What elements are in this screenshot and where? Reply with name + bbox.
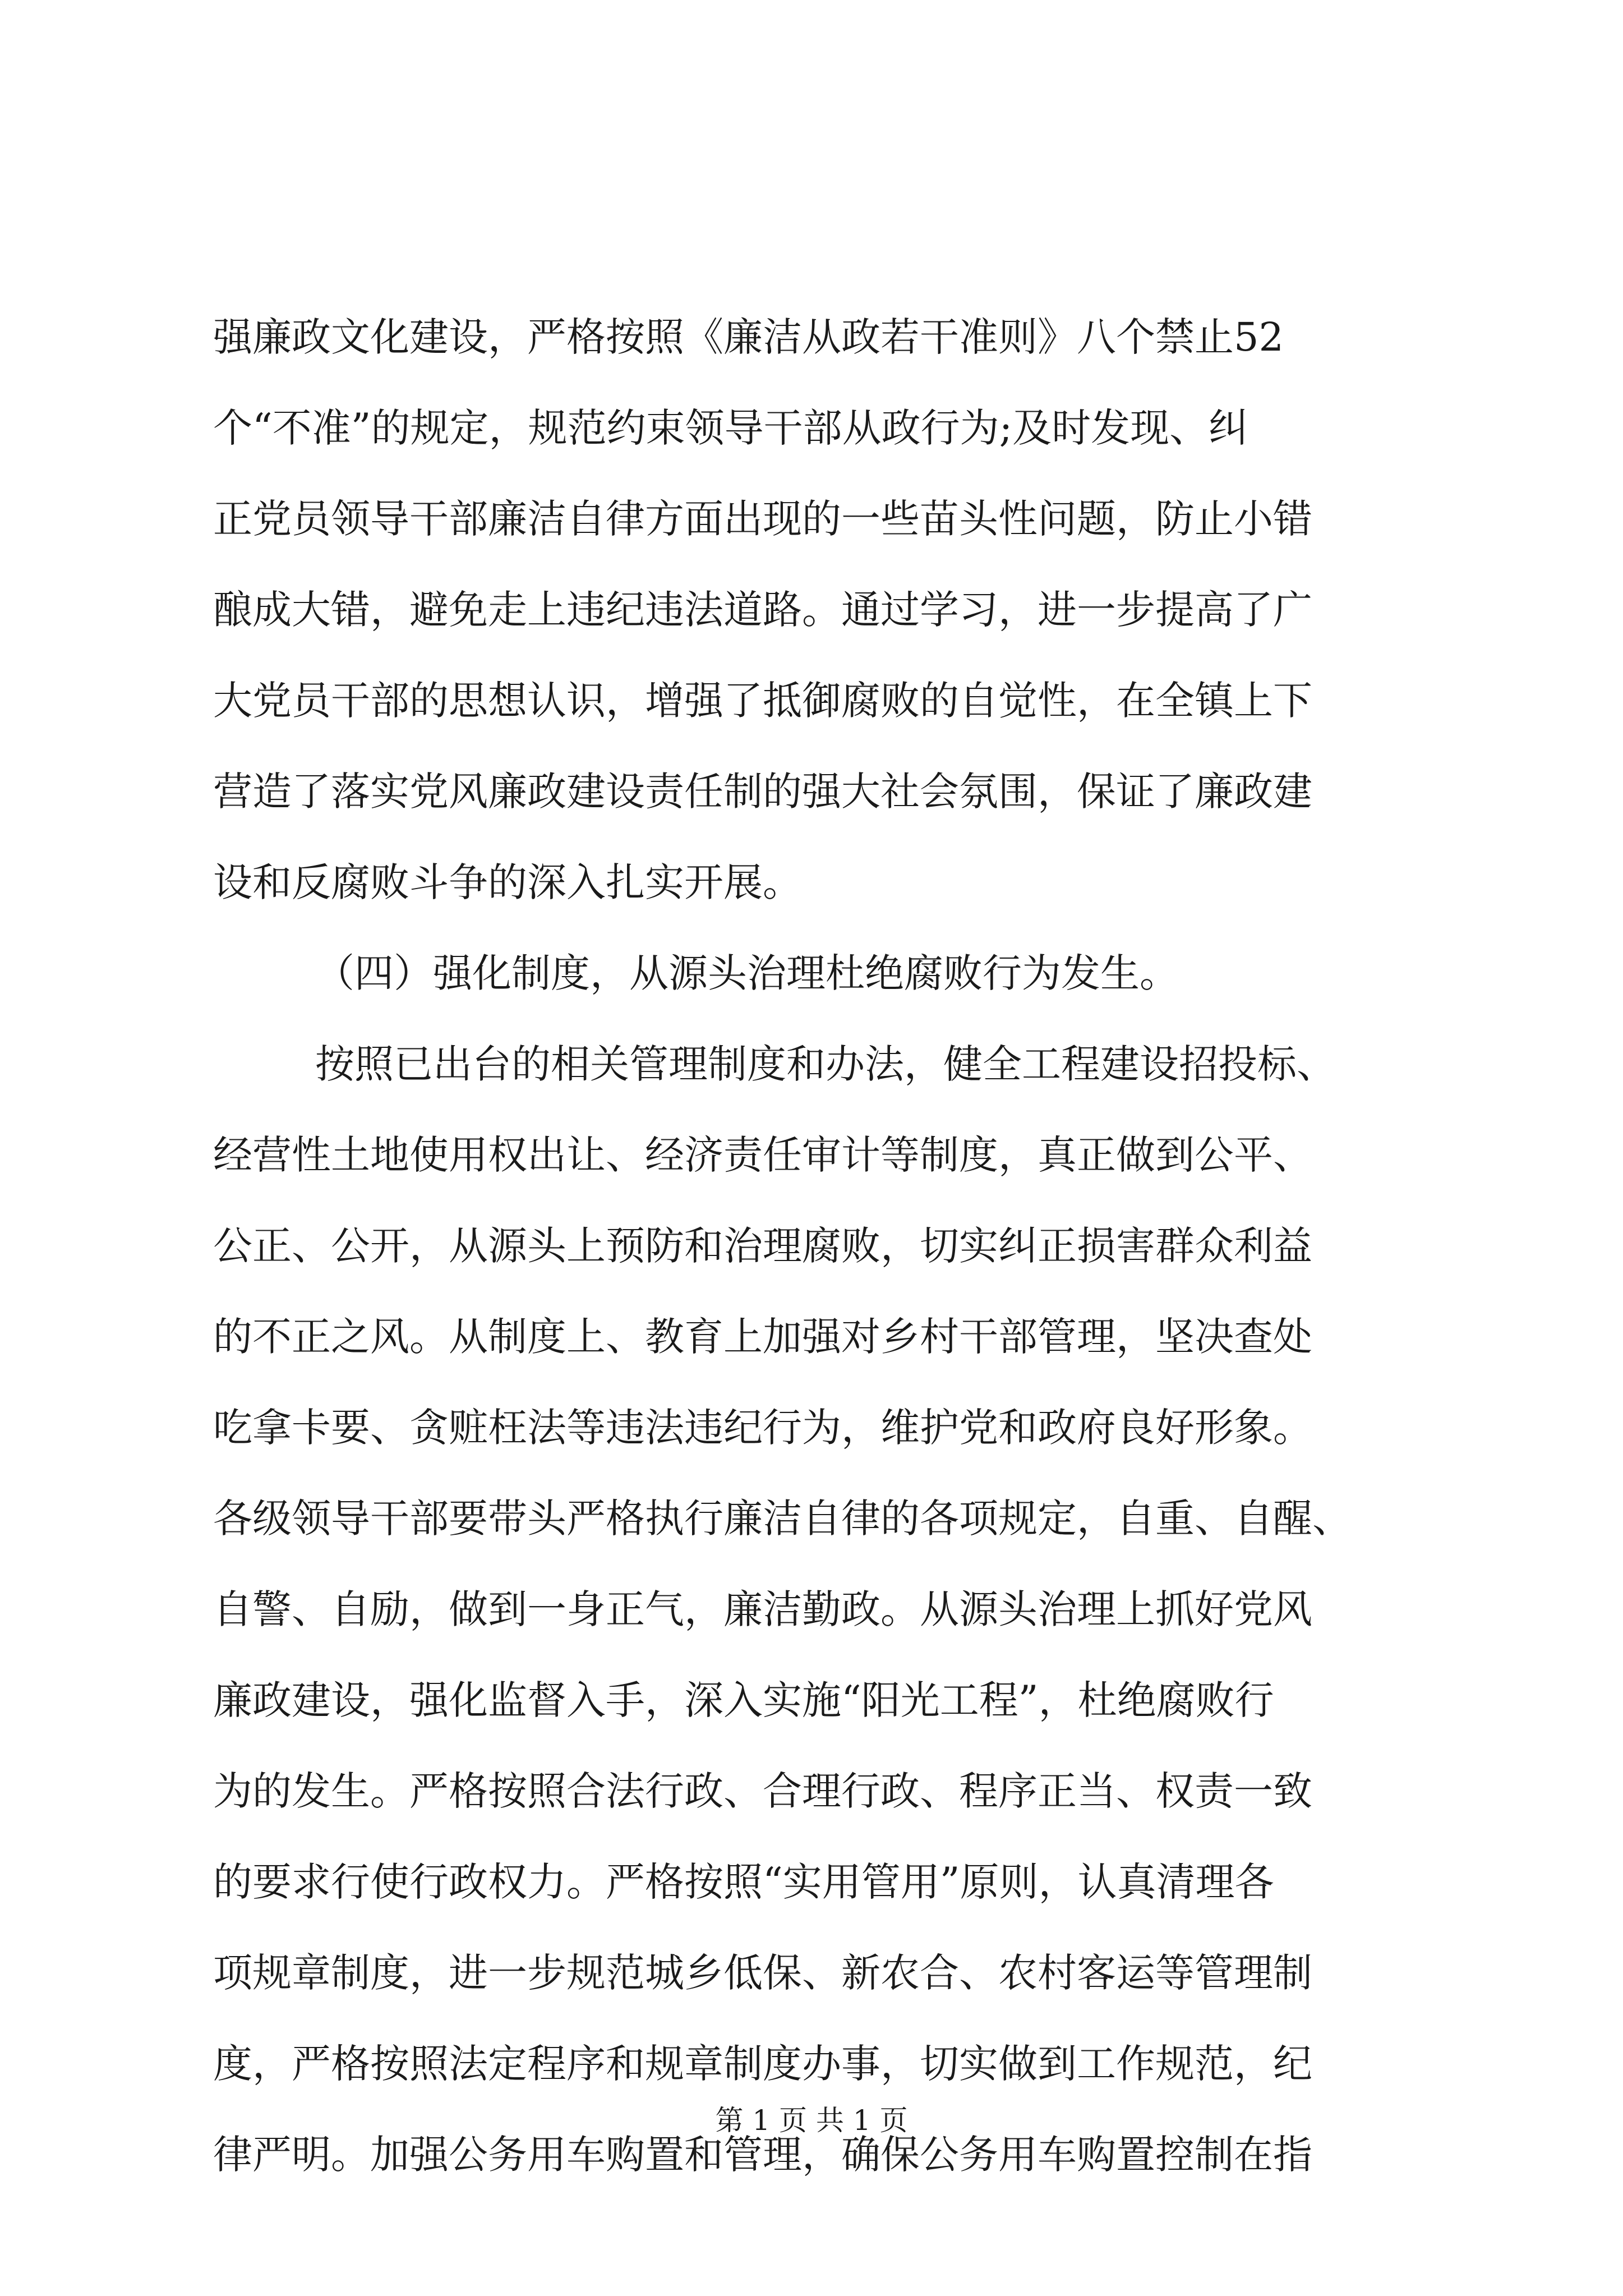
text-line: 度，严格按照法定程序和规章制度办事，切实做到工作规范，纪 — [213, 2041, 1312, 2087]
text-line: 的要求行使行政权力。严格按照“实用管用”原则，认真清理各 — [213, 1859, 1274, 1905]
text-line: 酿成大错，避免走上违纪违法道路。通过学习，进一步提高了广 — [213, 587, 1312, 633]
text-line: 按照已出台的相关管理制度和办法，健全工程建设招投标、 — [315, 1041, 1336, 1087]
text-line: 公正、公开，从源头上预防和治理腐败，切实纠正损害群众利益 — [213, 1223, 1312, 1269]
page-number-footer: 第 1 页 共 1 页 — [715, 2104, 908, 2137]
text-line: 的不正之风。从制度上、教育上加强对乡村干部管理，坚决查处 — [213, 1314, 1312, 1360]
text-line: 律严明。加强公务用车购置和管理，确保公务用车购置控制在指 — [213, 2132, 1312, 2178]
text-line: 为的发生。严格按照合法行政、合理行政、程序正当、权责一致 — [213, 1768, 1312, 1814]
text-line: 自警、自励，做到一身正气，廉洁勤政。从源头治理上抓好党风 — [213, 1586, 1312, 1632]
text-line: 吃拿卡要、贪赃枉法等违法违纪行为，维护党和政府良好形象。 — [213, 1405, 1312, 1451]
section-heading: （四）强化制度，从源头治理杜绝腐败行为发生。 — [315, 950, 1179, 996]
text-line: 个“不准”的规定，规范约束领导干部从政行为;及时发现、纠 — [213, 405, 1248, 451]
text-line: 大党员干部的思想认识，增强了抵御腐败的自觉性，在全镇上下 — [213, 678, 1312, 724]
text-line: 正党员领导干部廉洁自律方面出现的一些苗头性问题，防止小错 — [213, 496, 1312, 542]
text-line: 设和反腐败斗争的深入扎实开展。 — [213, 859, 802, 905]
text-line: 项规章制度，进一步规范城乡低保、新农合、农村客运等管理制 — [213, 1950, 1312, 1996]
text-line: 各级领导干部要带头严格执行廉洁自律的各项规定，自重、自醒、 — [213, 1496, 1352, 1542]
text-line: 强廉政文化建设，严格按照《廉洁从政若干准则》八个禁止52 — [213, 314, 1284, 360]
text-line: 经营性土地使用权出让、经济责任审计等制度，真正做到公平、 — [213, 1132, 1312, 1178]
text-line: 营造了落实党风廉政建设责任制的强大社会氛围，保证了廉政建 — [213, 769, 1312, 815]
text-line: 廉政建设，强化监督入手，深入实施“阳光工程”，杜绝腐败行 — [213, 1677, 1274, 1723]
body-text — [213, 292, 1424, 2200]
